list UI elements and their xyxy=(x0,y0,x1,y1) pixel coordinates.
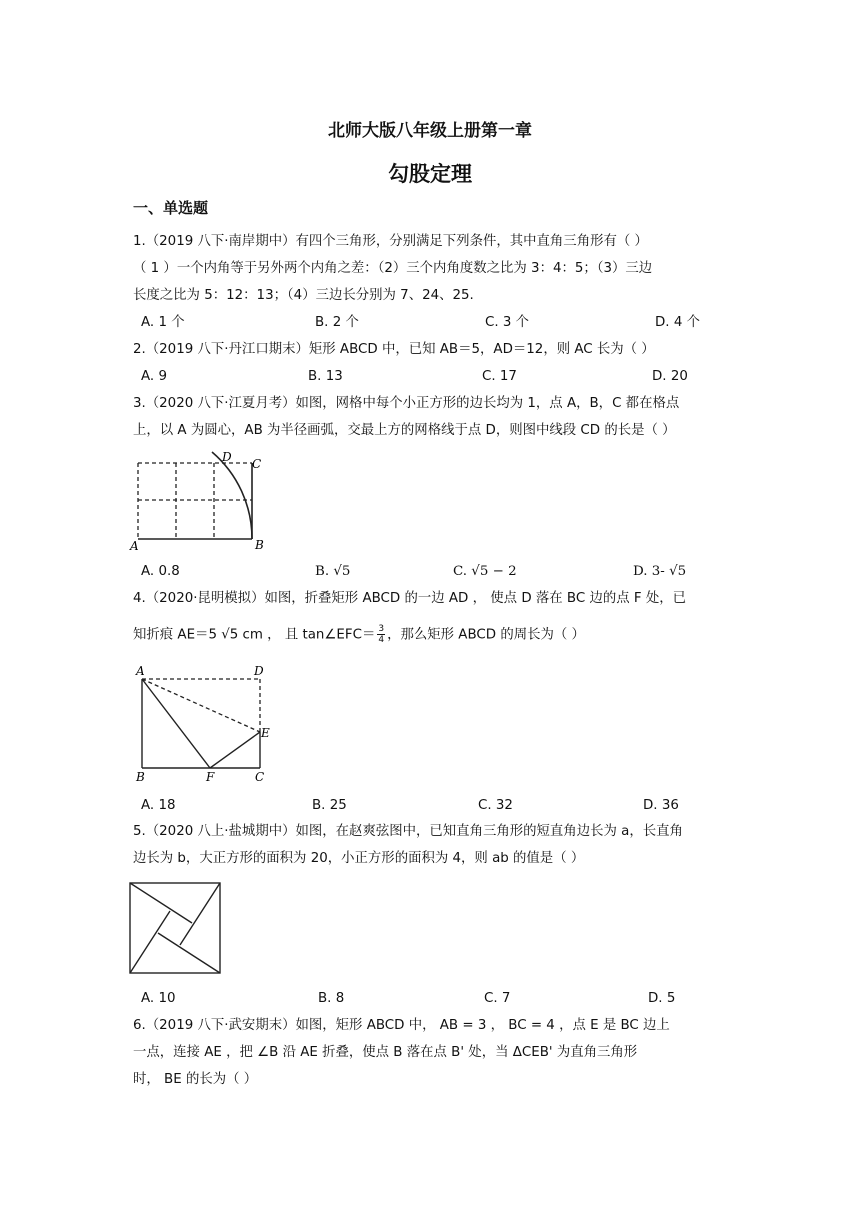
q4-stem-line2-start: 知折痕 AE＝5 √5 cm ， 且 tan∠EFC＝ xyxy=(133,627,376,643)
section-heading: 一、单选题 xyxy=(133,199,209,217)
q6-stem-line2: 一点，连接 AE ，把 ∠B 沿 AE 折叠，使点 B 落在点 B' 处，当 ΔCEB' 为直角三角形 xyxy=(133,1045,638,1060)
q1-option-c: C. 3 个 xyxy=(485,315,530,330)
q5-zhao-shuang-figure xyxy=(126,880,226,978)
q6-stem-line1: 6.（2019 八下·武安期末）如图，矩形 ABCD 中， AB = 3 ， BC = 4 ，点 E 是 BC 边上 xyxy=(133,1018,670,1033)
q4-option-d: D. 36 xyxy=(643,798,679,813)
q4-fraction-denominator: 4 xyxy=(378,635,385,645)
q2-stem-line1: 2.（2019 八下·丹江口期末）矩形 ABCD 中，已知 AB＝5，AD＝12，则 AC 长为（ ） xyxy=(133,342,655,357)
q1-stem-line2: （ 1 ）一个内角等于另外两个内角之差：（2）三个内角度数之比为 3：4：5；（3）三边 xyxy=(133,261,653,276)
q4-rectangle-figure xyxy=(130,660,280,785)
q2-option-c: C. 17 xyxy=(482,369,517,384)
q2-option-a: A. 9 xyxy=(141,369,167,384)
q5-option-d: D. 5 xyxy=(648,991,676,1006)
q4-stem-line1: 4.（2020·昆明模拟）如图，折叠矩形 ABCD 的一边 AD ， 使点 D 落在 BC 边的点 F 处，已 xyxy=(133,591,687,606)
q5-option-a: A. 10 xyxy=(141,991,176,1006)
q4-label-a: A xyxy=(136,664,145,678)
q4-stem-line2-end: ，那么矩形 ABCD 的周长为（ ） xyxy=(387,627,585,643)
q3-label-d: D xyxy=(222,450,232,464)
q4-option-c: C. 32 xyxy=(478,798,513,813)
q5-stem-line1: 5.（2020 八上·盐城期中）如图，在赵爽弦图中，已知直角三角形的短直角边长为 a，长直角 xyxy=(133,824,683,839)
q4-option-b: B. 25 xyxy=(312,798,347,813)
q4-label-d: D xyxy=(254,664,264,678)
q4-stem-line2 xyxy=(133,624,585,646)
document-title: 北师大版八年级上册第一章 xyxy=(328,121,532,141)
q4-fraction xyxy=(377,624,385,645)
q6-stem-line3: 时， BE 的长为（ ） xyxy=(133,1072,258,1087)
q1-option-d: D. 4 个 xyxy=(655,315,700,330)
q3-label-c: C xyxy=(252,457,262,471)
q1-stem-line3: 长度之比为 5：12：13；（4）三边长分别为 7、24、25. xyxy=(133,288,474,303)
q3-stem-line1: 3.（2020 八下·江夏月考）如图，网格中每个小正方形的边长均为 1，点 A，B，C 都在格点 xyxy=(133,396,680,411)
q5-option-c: C. 7 xyxy=(484,991,511,1006)
q1-option-b: B. 2 个 xyxy=(315,315,359,330)
q3-option-b: B. √5 xyxy=(315,564,351,579)
q4-label-f: F xyxy=(206,770,215,784)
q3-grid-figure xyxy=(126,446,276,556)
document-subtitle: 勾股定理 xyxy=(388,162,472,186)
q5-stem-line2: 边长为 b，大正方形的面积为 20，小正方形的面积为 4，则 ab 的值是（ ） xyxy=(133,851,585,866)
q3-option-a: A. 0.8 xyxy=(141,564,180,579)
q4-fraction-numerator: 3 xyxy=(378,624,385,634)
q3-option-c: C. √5 − 2 xyxy=(453,564,517,579)
q1-option-a: A. 1 个 xyxy=(141,315,185,330)
q4-option-a: A. 18 xyxy=(141,798,176,813)
q4-label-b: B xyxy=(136,770,145,784)
q3-label-b: B xyxy=(255,538,264,552)
q4-label-c: C xyxy=(255,770,265,784)
q2-option-d: D. 20 xyxy=(652,369,688,384)
q3-option-d: D. 3- √5 xyxy=(633,564,687,579)
q3-label-a: A xyxy=(130,539,139,553)
q4-label-e: E xyxy=(261,726,270,740)
q1-stem-line1: 1.（2019 八下·南岸期中）有四个三角形，分别满足下列条件，其中直角三角形有（ ） xyxy=(133,234,648,249)
q3-stem-line2: 上，以 A 为圆心，AB 为半径画弧，交最上方的网格线于点 D，则图中线段 CD 的长是（ ） xyxy=(133,423,676,438)
q5-option-b: B. 8 xyxy=(318,991,345,1006)
q2-option-b: B. 13 xyxy=(308,369,343,384)
